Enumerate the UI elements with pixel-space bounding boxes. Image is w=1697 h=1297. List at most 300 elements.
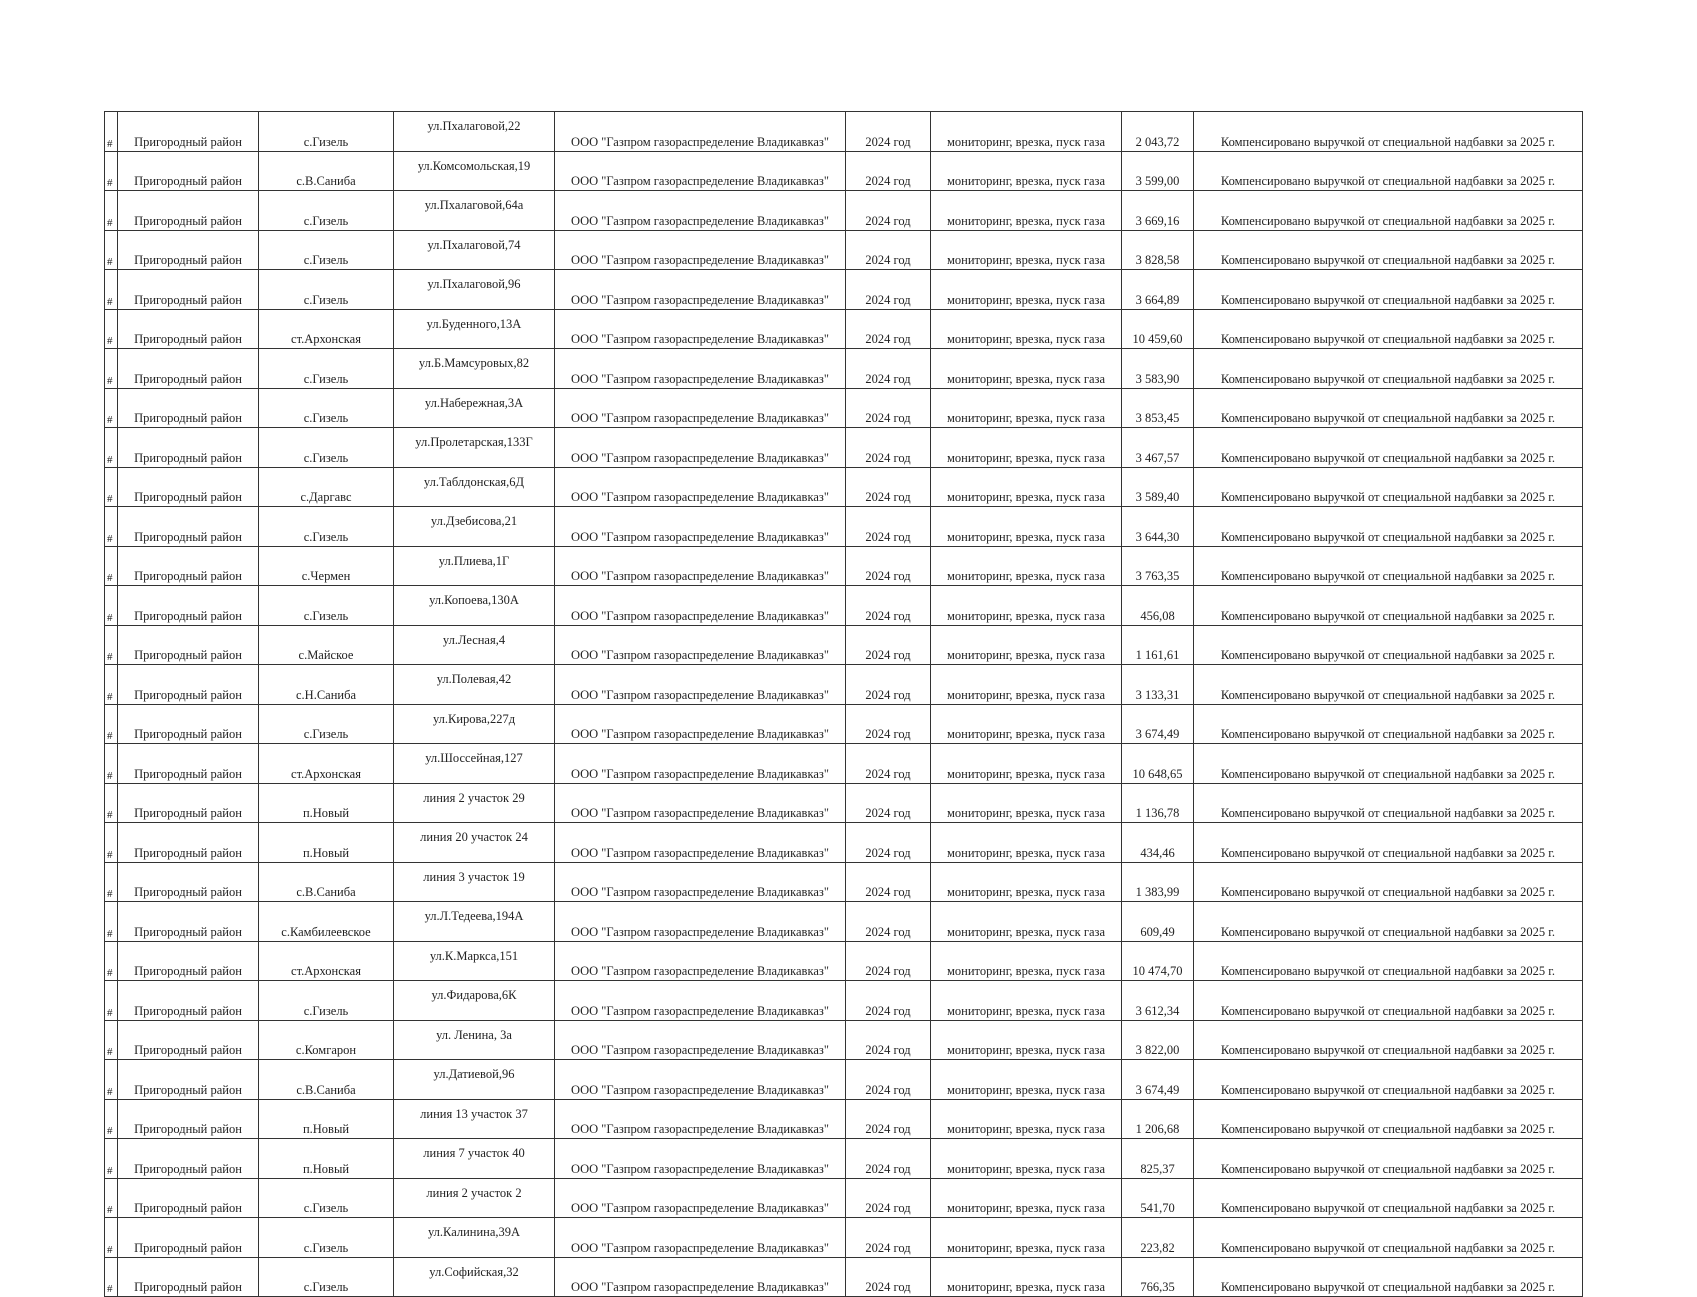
settlement-cell: с.Камбилеевское (259, 902, 394, 942)
settlement-cell: с.Гизель (259, 1257, 394, 1297)
organization-cell: ООО "Газпром газораспределение Владикавказ" (555, 902, 846, 942)
row-number-cell: # (105, 467, 118, 507)
year-cell: 2024 год (846, 1178, 931, 1218)
row-number-cell: # (105, 349, 118, 389)
works-cell: мониторинг, врезка, пуск газа (931, 1099, 1122, 1139)
district-cell: Пригородный район (118, 546, 259, 586)
note-cell: Компенсировано выручкой от специальной надбавки за 2025 г. (1194, 744, 1583, 784)
settlement-cell: ст.Архонская (259, 309, 394, 349)
organization-cell: ООО "Газпром газораспределение Владикавказ" (555, 230, 846, 270)
settlement-cell: п.Новый (259, 1099, 394, 1139)
year-cell: 2024 год (846, 546, 931, 586)
works-cell: мониторинг, врезка, пуск газа (931, 625, 1122, 665)
note-cell: Компенсировано выручкой от специальной надбавки за 2025 г. (1194, 309, 1583, 349)
year-cell: 2024 год (846, 1020, 931, 1060)
row-number-cell: # (105, 309, 118, 349)
settlement-cell: с.Н.Саниба (259, 665, 394, 705)
settlement-cell: ст.Архонская (259, 941, 394, 981)
amount-cell: 10 474,70 (1122, 941, 1194, 981)
works-cell: мониторинг, врезка, пуск газа (931, 665, 1122, 705)
district-cell: Пригородный район (118, 507, 259, 547)
settlement-cell: п.Новый (259, 1139, 394, 1179)
note-cell: Компенсировано выручкой от специальной надбавки за 2025 г. (1194, 270, 1583, 310)
year-cell: 2024 год (846, 230, 931, 270)
year-cell: 2024 год (846, 151, 931, 191)
district-cell: Пригородный район (118, 112, 259, 152)
address-cell: ул.Кирова,227д (394, 704, 555, 744)
year-cell: 2024 год (846, 823, 931, 863)
works-cell: мониторинг, врезка, пуск газа (931, 1020, 1122, 1060)
works-cell: мониторинг, врезка, пуск газа (931, 862, 1122, 902)
works-cell: мониторинг, врезка, пуск газа (931, 941, 1122, 981)
works-cell: мониторинг, врезка, пуск газа (931, 112, 1122, 152)
year-cell: 2024 год (846, 507, 931, 547)
row-number-cell: # (105, 1218, 118, 1258)
district-cell: Пригородный район (118, 981, 259, 1021)
works-cell: мониторинг, врезка, пуск газа (931, 1060, 1122, 1100)
settlement-cell: с.Гизель (259, 349, 394, 389)
note-cell: Компенсировано выручкой от специальной надбавки за 2025 г. (1194, 823, 1583, 863)
year-cell: 2024 год (846, 112, 931, 152)
table-row (105, 151, 1583, 191)
settlement-cell: п.Новый (259, 783, 394, 823)
table-row (105, 1257, 1583, 1297)
district-cell: Пригородный район (118, 467, 259, 507)
note-cell: Компенсировано выручкой от специальной надбавки за 2025 г. (1194, 349, 1583, 389)
amount-cell: 3 644,30 (1122, 507, 1194, 547)
year-cell: 2024 год (846, 586, 931, 626)
address-cell: ул.Пролетарская,133Г (394, 428, 555, 468)
year-cell: 2024 год (846, 309, 931, 349)
note-cell: Компенсировано выручкой от специальной надбавки за 2025 г. (1194, 981, 1583, 1021)
organization-cell: ООО "Газпром газораспределение Владикавказ" (555, 862, 846, 902)
note-cell: Компенсировано выручкой от специальной надбавки за 2025 г. (1194, 1218, 1583, 1258)
address-cell: ул.Фидарова,6К (394, 981, 555, 1021)
table-row (105, 388, 1583, 428)
year-cell: 2024 год (846, 665, 931, 705)
note-cell: Компенсировано выручкой от специальной надбавки за 2025 г. (1194, 1060, 1583, 1100)
organization-cell: ООО "Газпром газораспределение Владикавказ" (555, 981, 846, 1021)
table-row (105, 546, 1583, 586)
district-cell: Пригородный район (118, 941, 259, 981)
table-row (105, 349, 1583, 389)
organization-cell: ООО "Газпром газораспределение Владикавказ" (555, 665, 846, 705)
organization-cell: ООО "Газпром газораспределение Владикавказ" (555, 823, 846, 863)
year-cell: 2024 год (846, 467, 931, 507)
table-row (105, 1139, 1583, 1179)
year-cell: 2024 год (846, 625, 931, 665)
organization-cell: ООО "Газпром газораспределение Владикавказ" (555, 507, 846, 547)
row-number-cell: # (105, 1257, 118, 1297)
table-row (105, 1178, 1583, 1218)
year-cell: 2024 год (846, 744, 931, 784)
organization-cell: ООО "Газпром газораспределение Владикавказ" (555, 744, 846, 784)
note-cell: Компенсировано выручкой от специальной надбавки за 2025 г. (1194, 428, 1583, 468)
year-cell: 2024 год (846, 783, 931, 823)
settlement-cell: с.Гизель (259, 388, 394, 428)
year-cell: 2024 год (846, 1257, 931, 1297)
address-cell: ул.Л.Тедеева,194А (394, 902, 555, 942)
note-cell: Компенсировано выручкой от специальной надбавки за 2025 г. (1194, 665, 1583, 705)
note-cell: Компенсировано выручкой от специальной надбавки за 2025 г. (1194, 1020, 1583, 1060)
amount-cell: 3 467,57 (1122, 428, 1194, 468)
amount-cell: 3 599,00 (1122, 151, 1194, 191)
settlement-cell: с.В.Саниба (259, 1060, 394, 1100)
table-row (105, 862, 1583, 902)
year-cell: 2024 год (846, 388, 931, 428)
note-cell: Компенсировано выручкой от специальной надбавки за 2025 г. (1194, 704, 1583, 744)
settlement-cell: с.Гизель (259, 507, 394, 547)
row-number-cell: # (105, 783, 118, 823)
works-cell: мониторинг, врезка, пуск газа (931, 783, 1122, 823)
amount-cell: 3 583,90 (1122, 349, 1194, 389)
year-cell: 2024 год (846, 1139, 931, 1179)
row-number-cell: # (105, 151, 118, 191)
table-row (105, 783, 1583, 823)
organization-cell: ООО "Газпром газораспределение Владикавказ" (555, 1257, 846, 1297)
year-cell: 2024 год (846, 981, 931, 1021)
organization-cell: ООО "Газпром газораспределение Владикавказ" (555, 112, 846, 152)
district-cell: Пригородный район (118, 1257, 259, 1297)
works-cell: мониторинг, врезка, пуск газа (931, 586, 1122, 626)
row-number-cell: # (105, 744, 118, 784)
works-cell: мониторинг, врезка, пуск газа (931, 270, 1122, 310)
settlement-cell: с.Гизель (259, 586, 394, 626)
row-number-cell: # (105, 862, 118, 902)
document-sheet (104, 111, 1582, 1297)
address-cell: ул.Дзебисова,21 (394, 507, 555, 547)
district-cell: Пригородный район (118, 823, 259, 863)
works-cell: мониторинг, врезка, пуск газа (931, 191, 1122, 231)
note-cell: Компенсировано выручкой от специальной надбавки за 2025 г. (1194, 191, 1583, 231)
table-row (105, 823, 1583, 863)
row-number-cell: # (105, 270, 118, 310)
organization-cell: ООО "Газпром газораспределение Владикавказ" (555, 1020, 846, 1060)
note-cell: Компенсировано выручкой от специальной надбавки за 2025 г. (1194, 112, 1583, 152)
address-cell: линия 7 участок 40 (394, 1139, 555, 1179)
table-row (105, 1099, 1583, 1139)
settlement-cell: с.Комгарон (259, 1020, 394, 1060)
organization-cell: ООО "Газпром газораспределение Владикавказ" (555, 349, 846, 389)
district-cell: Пригородный район (118, 625, 259, 665)
settlement-cell: с.Гизель (259, 704, 394, 744)
settlement-cell: с.Даргавс (259, 467, 394, 507)
address-cell: ул.Калинина,39А (394, 1218, 555, 1258)
note-cell: Компенсировано выручкой от специальной надбавки за 2025 г. (1194, 1178, 1583, 1218)
organization-cell: ООО "Газпром газораспределение Владикавказ" (555, 704, 846, 744)
year-cell: 2024 год (846, 349, 931, 389)
district-cell: Пригородный район (118, 744, 259, 784)
works-cell: мониторинг, врезка, пуск газа (931, 309, 1122, 349)
note-cell: Компенсировано выручкой от специальной надбавки за 2025 г. (1194, 1139, 1583, 1179)
year-cell: 2024 год (846, 270, 931, 310)
works-cell: мониторинг, врезка, пуск газа (931, 1178, 1122, 1218)
organization-cell: ООО "Газпром газораспределение Владикавказ" (555, 1178, 846, 1218)
works-cell: мониторинг, врезка, пуск газа (931, 1139, 1122, 1179)
amount-cell: 3 822,00 (1122, 1020, 1194, 1060)
district-cell: Пригородный район (118, 1020, 259, 1060)
row-number-cell: # (105, 507, 118, 547)
organization-cell: ООО "Газпром газораспределение Владикавказ" (555, 309, 846, 349)
settlement-cell: с.Гизель (259, 230, 394, 270)
settlement-cell: с.Гизель (259, 270, 394, 310)
note-cell: Компенсировано выручкой от специальной надбавки за 2025 г. (1194, 902, 1583, 942)
works-cell: мониторинг, врезка, пуск газа (931, 1257, 1122, 1297)
works-cell: мониторинг, врезка, пуск газа (931, 151, 1122, 191)
row-number-cell: # (105, 1178, 118, 1218)
year-cell: 2024 год (846, 862, 931, 902)
amount-cell: 3 763,35 (1122, 546, 1194, 586)
settlement-cell: с.Гизель (259, 981, 394, 1021)
note-cell: Компенсировано выручкой от специальной надбавки за 2025 г. (1194, 862, 1583, 902)
settlement-cell: с.Гизель (259, 191, 394, 231)
table-row (105, 704, 1583, 744)
works-cell: мониторинг, врезка, пуск газа (931, 467, 1122, 507)
works-cell: мониторинг, врезка, пуск газа (931, 1218, 1122, 1258)
row-number-cell: # (105, 823, 118, 863)
table-row (105, 309, 1583, 349)
amount-cell: 1 206,68 (1122, 1099, 1194, 1139)
year-cell: 2024 год (846, 902, 931, 942)
address-cell: ул.Набережная,3А (394, 388, 555, 428)
works-cell: мониторинг, врезка, пуск газа (931, 704, 1122, 744)
table-row (105, 941, 1583, 981)
table-row (105, 586, 1583, 626)
year-cell: 2024 год (846, 941, 931, 981)
table-row (105, 744, 1583, 784)
note-cell: Компенсировано выручкой от специальной надбавки за 2025 г. (1194, 546, 1583, 586)
amount-cell: 3 828,58 (1122, 230, 1194, 270)
address-cell: ул.Таблдонская,6Д (394, 467, 555, 507)
row-number-cell: # (105, 1020, 118, 1060)
district-cell: Пригородный район (118, 1178, 259, 1218)
table-row (105, 428, 1583, 468)
organization-cell: ООО "Газпром газораспределение Владикавказ" (555, 941, 846, 981)
address-cell: ул.К.Маркса,151 (394, 941, 555, 981)
amount-cell: 434,46 (1122, 823, 1194, 863)
organization-cell: ООО "Газпром газораспределение Владикавказ" (555, 625, 846, 665)
table-row (105, 1060, 1583, 1100)
row-number-cell: # (105, 665, 118, 705)
district-cell: Пригородный район (118, 428, 259, 468)
year-cell: 2024 год (846, 191, 931, 231)
year-cell: 2024 год (846, 1218, 931, 1258)
address-cell: ул.Пхалаговой,74 (394, 230, 555, 270)
organization-cell: ООО "Газпром газораспределение Владикавказ" (555, 428, 846, 468)
address-cell: ул.Шоссейная,127 (394, 744, 555, 784)
note-cell: Компенсировано выручкой от специальной надбавки за 2025 г. (1194, 625, 1583, 665)
district-cell: Пригородный район (118, 151, 259, 191)
year-cell: 2024 год (846, 704, 931, 744)
settlement-cell: с.Чермен (259, 546, 394, 586)
organization-cell: ООО "Газпром газораспределение Владикавказ" (555, 1099, 846, 1139)
address-cell: ул. Ленина, 3а (394, 1020, 555, 1060)
amount-cell: 541,70 (1122, 1178, 1194, 1218)
settlement-cell: с.Гизель (259, 428, 394, 468)
district-cell: Пригородный район (118, 1218, 259, 1258)
address-cell: ул.Плиева,1Г (394, 546, 555, 586)
settlement-cell: с.В.Саниба (259, 151, 394, 191)
year-cell: 2024 год (846, 1099, 931, 1139)
table-row (105, 112, 1583, 152)
amount-cell: 3 133,31 (1122, 665, 1194, 705)
district-cell: Пригородный район (118, 1139, 259, 1179)
district-cell: Пригородный район (118, 349, 259, 389)
district-cell: Пригородный район (118, 783, 259, 823)
address-cell: ул.Пхалаговой,96 (394, 270, 555, 310)
row-number-cell: # (105, 704, 118, 744)
amount-cell: 456,08 (1122, 586, 1194, 626)
address-cell: ул.Пхалаговой,22 (394, 112, 555, 152)
address-cell: ул.Комсомольская,19 (394, 151, 555, 191)
row-number-cell: # (105, 586, 118, 626)
address-cell: ул.Лесная,4 (394, 625, 555, 665)
works-cell: мониторинг, врезка, пуск газа (931, 349, 1122, 389)
year-cell: 2024 год (846, 1060, 931, 1100)
district-cell: Пригородный район (118, 862, 259, 902)
row-number-cell: # (105, 981, 118, 1021)
row-number-cell: # (105, 428, 118, 468)
amount-cell: 3 669,16 (1122, 191, 1194, 231)
amount-cell: 3 664,89 (1122, 270, 1194, 310)
district-cell: Пригородный район (118, 388, 259, 428)
note-cell: Компенсировано выручкой от специальной надбавки за 2025 г. (1194, 388, 1583, 428)
amount-cell: 3 674,49 (1122, 704, 1194, 744)
district-cell: Пригородный район (118, 191, 259, 231)
amount-cell: 223,82 (1122, 1218, 1194, 1258)
address-cell: линия 2 участок 2 (394, 1178, 555, 1218)
settlement-cell: с.Гизель (259, 112, 394, 152)
amount-cell: 609,49 (1122, 902, 1194, 942)
note-cell: Компенсировано выручкой от специальной надбавки за 2025 г. (1194, 941, 1583, 981)
works-cell: мониторинг, врезка, пуск газа (931, 388, 1122, 428)
organization-cell: ООО "Газпром газораспределение Владикавказ" (555, 1139, 846, 1179)
note-cell: Компенсировано выручкой от специальной надбавки за 2025 г. (1194, 507, 1583, 547)
row-number-cell: # (105, 941, 118, 981)
address-cell: ул.Пхалаговой,64а (394, 191, 555, 231)
works-cell: мониторинг, врезка, пуск газа (931, 744, 1122, 784)
district-cell: Пригородный район (118, 230, 259, 270)
note-cell: Компенсировано выручкой от специальной надбавки за 2025 г. (1194, 151, 1583, 191)
organization-cell: ООО "Газпром газораспределение Владикавказ" (555, 388, 846, 428)
district-cell: Пригородный район (118, 309, 259, 349)
amount-cell: 10 648,65 (1122, 744, 1194, 784)
address-cell: линия 3 участок 19 (394, 862, 555, 902)
address-cell: ул.Буденного,13А (394, 309, 555, 349)
table-row (105, 1218, 1583, 1258)
settlement-cell: с.В.Саниба (259, 862, 394, 902)
organization-cell: ООО "Газпром газораспределение Владикавказ" (555, 151, 846, 191)
row-number-cell: # (105, 230, 118, 270)
amount-cell: 10 459,60 (1122, 309, 1194, 349)
settlement-cell: ст.Архонская (259, 744, 394, 784)
address-cell: ул.Копоева,130А (394, 586, 555, 626)
address-cell: линия 13 участок 37 (394, 1099, 555, 1139)
works-cell: мониторинг, врезка, пуск газа (931, 902, 1122, 942)
year-cell: 2024 год (846, 428, 931, 468)
table-row (105, 270, 1583, 310)
amount-cell: 825,37 (1122, 1139, 1194, 1179)
organization-cell: ООО "Газпром газораспределение Владикавказ" (555, 467, 846, 507)
amount-cell: 766,35 (1122, 1257, 1194, 1297)
table-body (105, 112, 1583, 1297)
settlement-cell: с.Гизель (259, 1218, 394, 1258)
address-cell: линия 2 участок 29 (394, 783, 555, 823)
note-cell: Компенсировано выручкой от специальной надбавки за 2025 г. (1194, 1257, 1583, 1297)
district-cell: Пригородный район (118, 1099, 259, 1139)
district-cell: Пригородный район (118, 1060, 259, 1100)
table-row (105, 230, 1583, 270)
organization-cell: ООО "Газпром газораспределение Владикавказ" (555, 586, 846, 626)
gasification-register-table (104, 111, 1583, 1297)
organization-cell: ООО "Газпром газораспределение Владикавказ" (555, 783, 846, 823)
amount-cell: 1 136,78 (1122, 783, 1194, 823)
note-cell: Компенсировано выручкой от специальной надбавки за 2025 г. (1194, 783, 1583, 823)
amount-cell: 3 589,40 (1122, 467, 1194, 507)
row-number-cell: # (105, 388, 118, 428)
row-number-cell: # (105, 191, 118, 231)
amount-cell: 1 161,61 (1122, 625, 1194, 665)
table-row (105, 665, 1583, 705)
note-cell: Компенсировано выручкой от специальной надбавки за 2025 г. (1194, 467, 1583, 507)
organization-cell: ООО "Газпром газораспределение Владикавказ" (555, 546, 846, 586)
settlement-cell: с.Гизель (259, 1178, 394, 1218)
row-number-cell: # (105, 1139, 118, 1179)
address-cell: ул.Софийская,32 (394, 1257, 555, 1297)
amount-cell: 3 612,34 (1122, 981, 1194, 1021)
table-row (105, 191, 1583, 231)
note-cell: Компенсировано выручкой от специальной надбавки за 2025 г. (1194, 1099, 1583, 1139)
settlement-cell: с.Майское (259, 625, 394, 665)
works-cell: мониторинг, врезка, пуск газа (931, 981, 1122, 1021)
district-cell: Пригородный район (118, 586, 259, 626)
address-cell: ул.Полевая,42 (394, 665, 555, 705)
works-cell: мониторинг, врезка, пуск газа (931, 428, 1122, 468)
table-row (105, 507, 1583, 547)
amount-cell: 3 674,49 (1122, 1060, 1194, 1100)
table-row (105, 981, 1583, 1021)
district-cell: Пригородный район (118, 902, 259, 942)
note-cell: Компенсировано выручкой от специальной надбавки за 2025 г. (1194, 586, 1583, 626)
settlement-cell: п.Новый (259, 823, 394, 863)
row-number-cell: # (105, 902, 118, 942)
amount-cell: 1 383,99 (1122, 862, 1194, 902)
works-cell: мониторинг, врезка, пуск газа (931, 823, 1122, 863)
table-row (105, 902, 1583, 942)
district-cell: Пригородный район (118, 704, 259, 744)
row-number-cell: # (105, 112, 118, 152)
row-number-cell: # (105, 546, 118, 586)
amount-cell: 2 043,72 (1122, 112, 1194, 152)
district-cell: Пригородный район (118, 665, 259, 705)
organization-cell: ООО "Газпром газораспределение Владикавказ" (555, 1218, 846, 1258)
note-cell: Компенсировано выручкой от специальной надбавки за 2025 г. (1194, 230, 1583, 270)
table-row (105, 1020, 1583, 1060)
row-number-cell: # (105, 625, 118, 665)
row-number-cell: # (105, 1099, 118, 1139)
works-cell: мониторинг, врезка, пуск газа (931, 507, 1122, 547)
organization-cell: ООО "Газпром газораспределение Владикавказ" (555, 1060, 846, 1100)
row-number-cell: # (105, 1060, 118, 1100)
amount-cell: 3 853,45 (1122, 388, 1194, 428)
table-row (105, 467, 1583, 507)
address-cell: линия 20 участок 24 (394, 823, 555, 863)
organization-cell: ООО "Газпром газораспределение Владикавказ" (555, 270, 846, 310)
table-row (105, 625, 1583, 665)
organization-cell: ООО "Газпром газораспределение Владикавказ" (555, 191, 846, 231)
address-cell: ул.Датиевой,96 (394, 1060, 555, 1100)
district-cell: Пригородный район (118, 270, 259, 310)
